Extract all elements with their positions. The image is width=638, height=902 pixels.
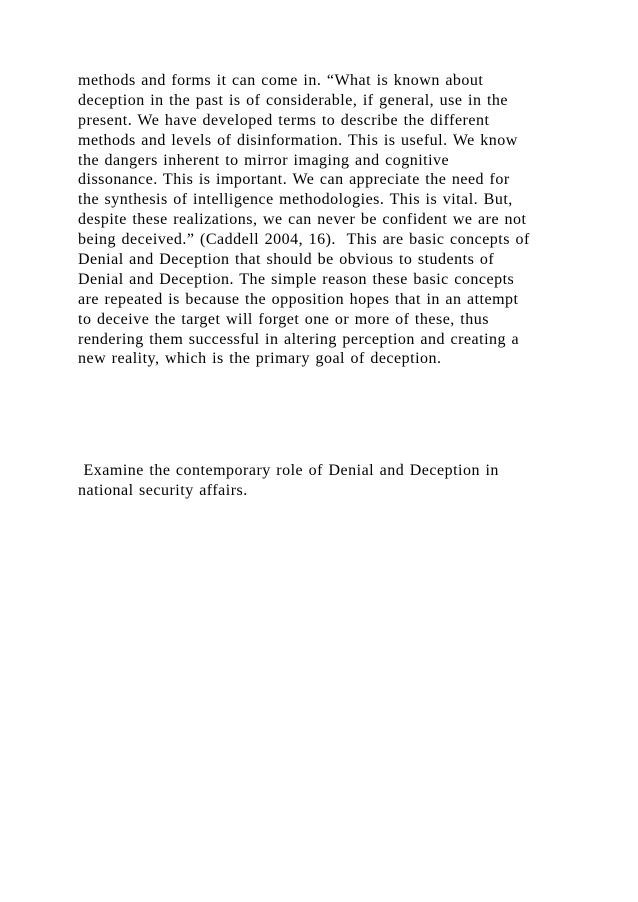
text-line: the synthesis of intelligence methodologies. This is vital. But, [78,191,513,209]
text-line: new reality, which is the primary goal of deception. [78,350,442,368]
text-line: deception in the past is of considerable, if general, use in the [78,91,508,109]
body-paragraph [78,71,568,369]
text-line: are repeated is because the opposition hopes that in an attempt [78,290,519,308]
text-line: dissonance. This is important. We can appreciate the need for [78,171,510,189]
text-line: Denial and Deception. The simple reason these basic concepts [78,270,515,288]
text-line: despite these realizations, we can never be confident we are not [78,211,527,229]
text-line: Denial and Deception that should be obvious to students of [78,251,495,269]
text-line: present. We have developed terms to describe the different [78,111,490,129]
prompt-paragraph [78,461,568,501]
text-line: to deceive the target will forget one or more of these, thus [78,310,489,328]
text-line: being deceived.” (Caddell 2004, 16). This are basic concepts of [78,231,530,249]
text-line: methods and forms it can come in. “What is known about [78,72,484,89]
text-line: Examine the contemporary role of Denial and Deception in [78,462,499,479]
text-line: rendering them successful in altering perception and creating a [78,330,520,348]
text-line: national security affairs. [78,481,248,499]
text-line: methods and levels of disinformation. This is useful. We know [78,131,518,149]
text-line: the dangers inherent to mirror imaging and cognitive [78,151,450,169]
